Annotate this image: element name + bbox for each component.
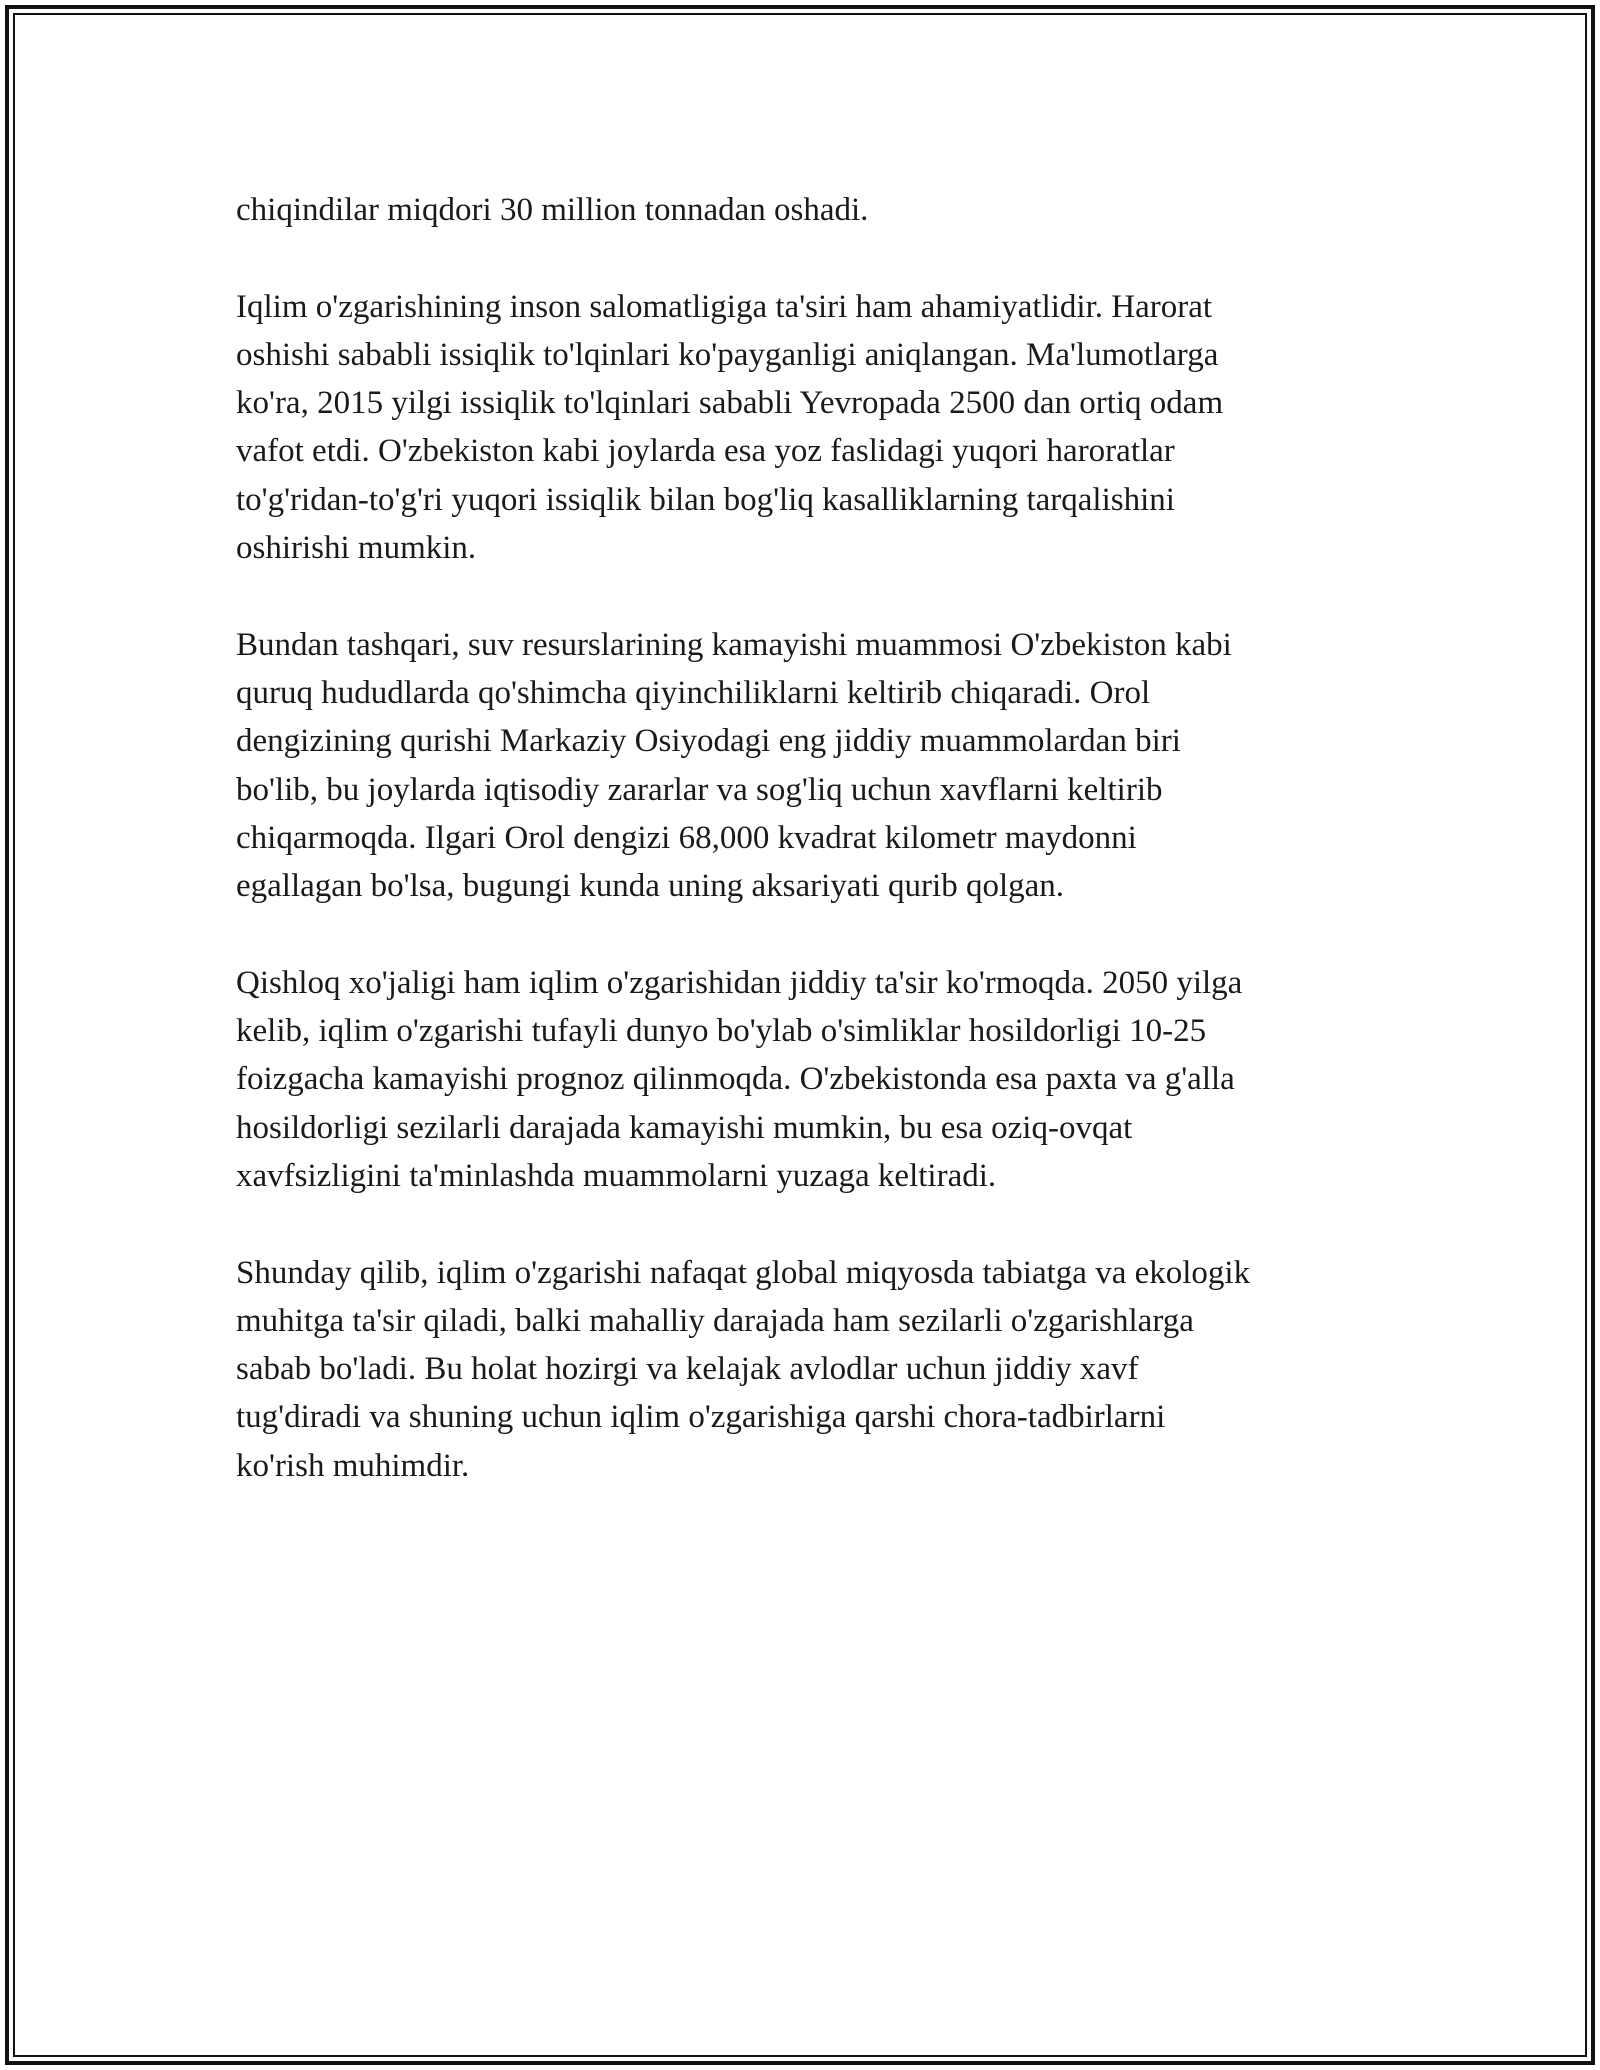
document-body <box>236 186 1376 1538</box>
paragraph-1: chiqindilar miqdori 30 million tonnadan oshadi. <box>236 192 869 228</box>
paragraph-4: Qishloq xo'jaligi ham iqlim o'zgarishidan jiddiy ta'sir ko'rmoqda. 2050 yilga kelib, iqlim o'zgarishi tufayli dunyo bo'ylab o'simliklar hosildorligi 10-25 foizgacha kamayishi prognoz qilinmoqda. O'zbekistonda esa paxta va g'alla hosildorligi sezilarli darajada kamayishi mumkin, bu esa oziq-ovqat xavfsizligini ta'minlashda muammolarni yuzaga keltiradi. <box>236 964 1243 1194</box>
paragraph-3: Bundan tashqari, suv resurslarining kamayishi muammosi O'zbekiston kabi quruq hududlarda qo'shimcha qiyinchiliklarni keltirib chiqaradi. Orol dengizining qurishi Markaziy Osiyodagi eng jiddiy muammolardan biri bo'lib, bu joylarda iqtisodiy zararlar va sog'liq uchun xavflarni keltirib chiqarmoqda. Ilgari Orol dengizi 68,000 kvadrat kilometr maydonni egallagan bo'lsa, bugungi kunda uning aksariyati qurib qolgan. <box>236 626 1232 905</box>
paragraph-2: Iqlim o'zgarishining inson salomatligiga ta'siri ham ahamiyatlidir. Harorat oshishi sababli issiqlik to'lqinlari ko'payganligi aniqlangan. Ma'lumotlarga ko'ra, 2015 yilgi issiqlik to'lqinlari sababli Yevropada 2500 dan ortiq odam vafot etdi. O'zbekiston kabi joylarda esa yoz faslidagi yuqori haroratlar to'g'ridan-to'g'ri yuqori issiqlik bilan bog'liq kasalliklarning tarqalishini oshirishi mumkin. <box>236 288 1224 567</box>
paragraph-5: Shunday qilib, iqlim o'zgarishi nafaqat global miqyosda tabiatga va ekologik muhitga ta'sir qiladi, balki mahalliy darajada ham sezilarli o'zgarishlarga sabab bo'ladi. Bu holat hozirgi va kelajak avlodlar uchun jiddiy xavf tug'diradi va shuning uchun iqlim o'zgarishiga qarshi chora-tadbirlarni ko'rish muhimdir. <box>236 1254 1251 1484</box>
